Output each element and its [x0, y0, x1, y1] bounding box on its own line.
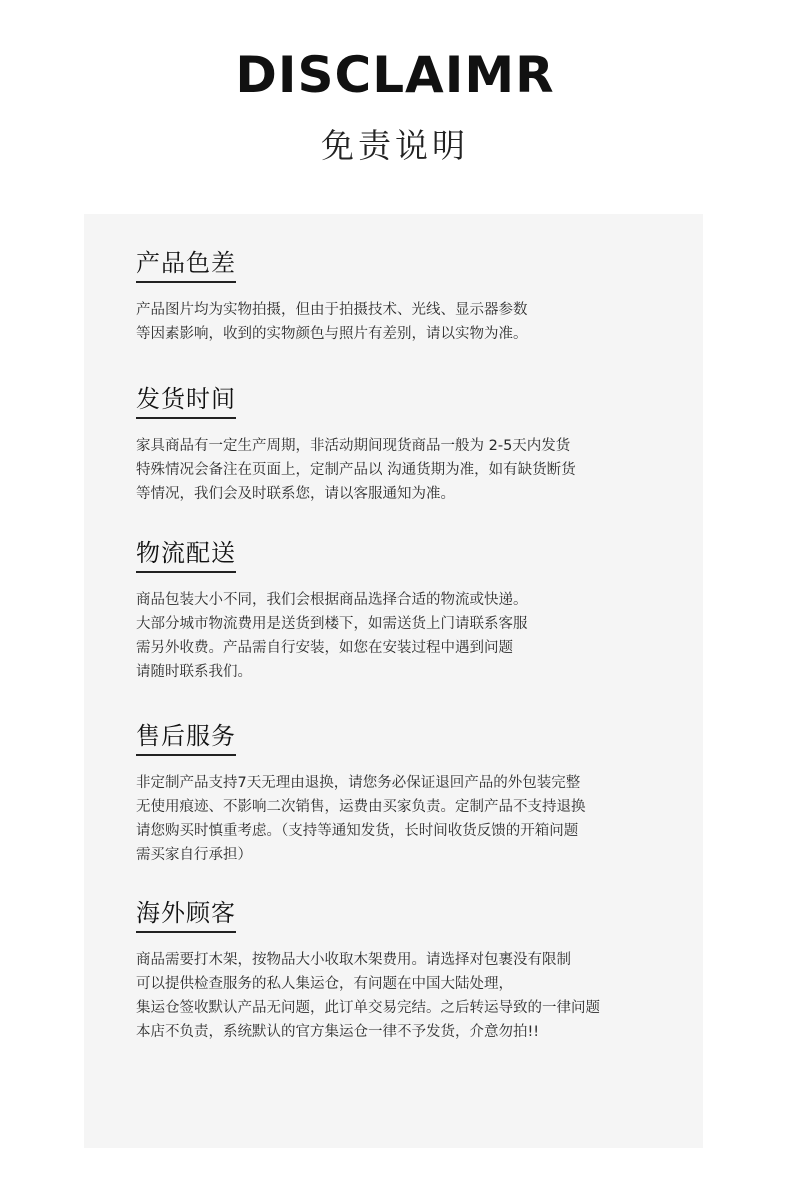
body-line: 请您购买时慎重考虑。（支持等通知发货，长时间收货反馈的开箱问题 [136, 823, 579, 839]
body-line: 商品包装大小不同，我们会根据商品选择合适的物流或快递。 [136, 592, 528, 608]
section-body [136, 434, 696, 506]
section-heading: 物流配送 [136, 536, 236, 573]
body-line: 大部分城市物流费用是送货到楼下，如需送货上门请联系客服 [136, 616, 528, 632]
section-overseas-customers [136, 896, 696, 1044]
body-line: 商品需要打木架，按物品大小收取木架费用。请选择对包裹没有限制 [136, 952, 571, 968]
body-line: 集运仓签收默认产品无问题，此订单交易完结。之后转运导致的一律问题 [136, 1000, 600, 1016]
body-line: 非定制产品支持7天无理由退换，请您务必保证退回产品的外包装完整 [136, 775, 581, 791]
section-body [136, 948, 696, 1044]
section-heading: 发货时间 [136, 382, 236, 419]
section-body [136, 771, 696, 867]
section-logistics [136, 536, 696, 684]
section-after-sales [136, 719, 696, 867]
section-shipping-time [136, 382, 696, 506]
body-line: 等情况，我们会及时联系您，请以客服通知为准。 [136, 486, 455, 502]
section-body [136, 588, 696, 684]
body-line: 需另外收费。产品需自行安装，如您在安装过程中遇到问题 [136, 640, 513, 656]
body-line: 产品图片均为实物拍摄，但由于拍摄技术、光线、显示器参数 [136, 302, 528, 318]
body-line: 家具商品有一定生产周期，非活动期间现货商品一般为 2-5天内发货 [136, 438, 571, 454]
section-color-difference [136, 246, 696, 346]
section-heading: 售后服务 [136, 719, 236, 756]
section-body [136, 298, 696, 346]
body-line: 请随时联系我们。 [136, 664, 252, 680]
body-line: 可以提供检查服务的私人集运仓，有问题在中国大陆处理， [136, 976, 513, 992]
body-line: 本店不负责，系统默认的官方集运仓一律不予发货，介意勿拍!! [136, 1024, 540, 1040]
body-line: 无使用痕迹、不影响二次销售，运费由买家负责。定制产品不支持退换 [136, 799, 586, 815]
section-heading: 产品色差 [136, 246, 236, 283]
section-heading: 海外顾客 [136, 896, 236, 933]
body-line: 等因素影响，收到的实物颜色与照片有差别，请以实物为准。 [136, 326, 528, 342]
page-subtitle: 免责说明 [321, 126, 469, 165]
page-title: DISCLAIMR [235, 46, 555, 104]
disclaimer-panel [84, 214, 703, 1148]
body-line: 特殊情况会备注在页面上，定制产品以 沟通货期为准，如有缺货断货 [136, 462, 576, 478]
body-line: 需买家自行承担） [136, 847, 252, 863]
